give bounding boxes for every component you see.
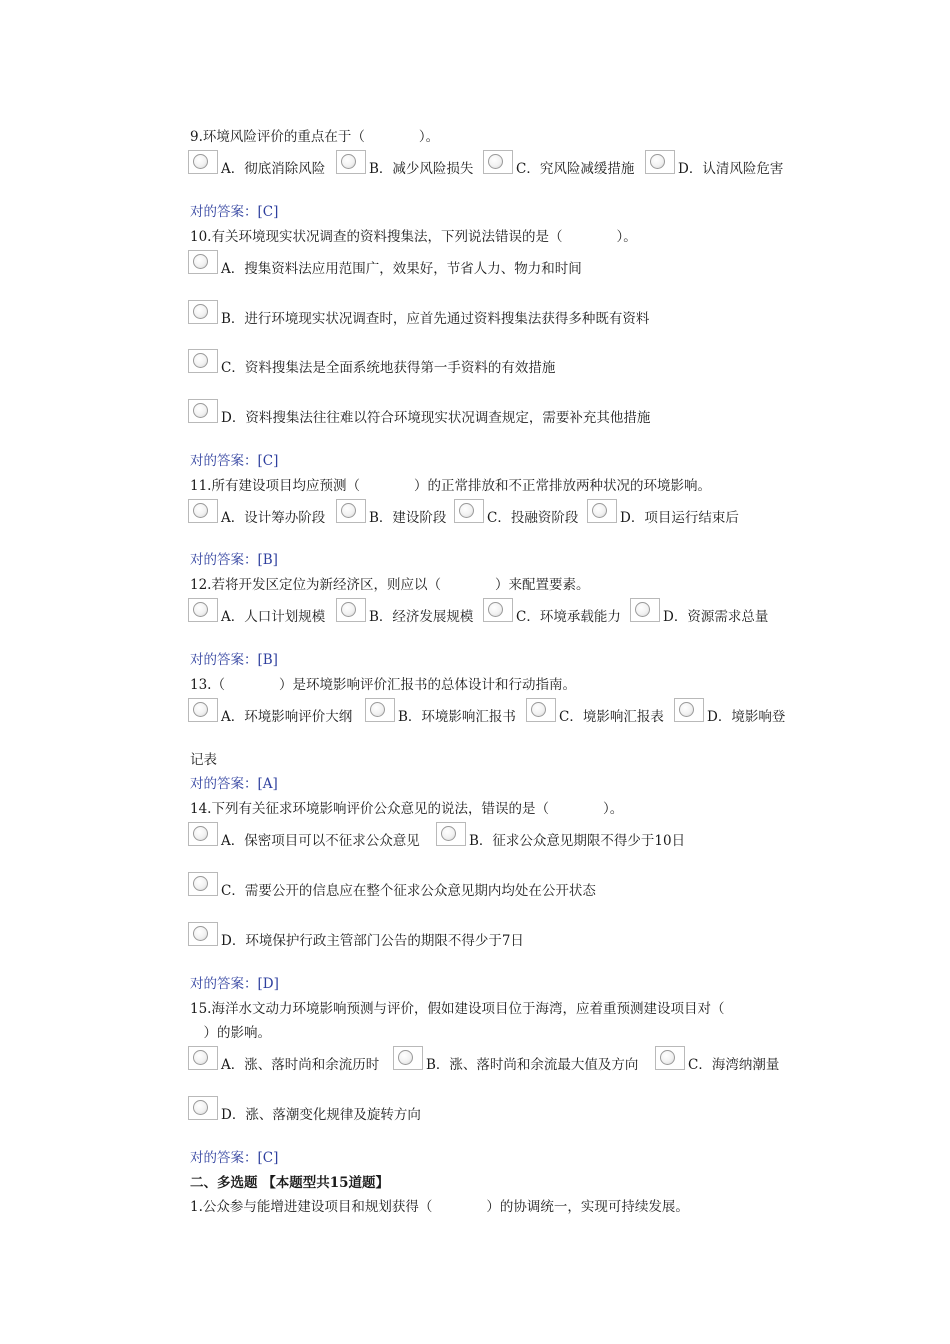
- radio-button[interactable]: [188, 349, 218, 373]
- option-label: C．需要公开的信息应在整个征求公众意见期内均处在公开状态: [221, 883, 596, 899]
- radio-button[interactable]: [188, 598, 218, 622]
- option-label: D．资源需求总量: [663, 609, 769, 625]
- radio-button[interactable]: [587, 499, 617, 523]
- radio-button[interactable]: [645, 150, 675, 174]
- radio-button[interactable]: [188, 1096, 218, 1120]
- option-label: C．资料搜集法是全面系统地获得第一手资料的有效措施: [221, 360, 556, 376]
- option-label: D．涨、落潮变化规律及旋转方向: [221, 1107, 421, 1123]
- option-label: B．建设阶段: [369, 510, 447, 526]
- radio-button[interactable]: [630, 598, 660, 622]
- radio-button[interactable]: [188, 922, 218, 946]
- option-label: A．保密项目可以不征求公众意见: [221, 833, 420, 849]
- option-label: C．境影响汇报表: [559, 709, 664, 725]
- radio-button[interactable]: [365, 698, 395, 722]
- option-label: D．环境保护行政主管部门公告的期限不得少于7日: [221, 933, 524, 949]
- radio-button[interactable]: [483, 598, 513, 622]
- option-label: D．境影响登: [707, 709, 786, 725]
- option-continuation: 记表: [190, 752, 217, 768]
- question-stem: 12.若将开发区定位为新经济区，则应以（ ）来配置要素。: [190, 577, 590, 593]
- option-label: A．设计筹办阶段: [221, 510, 326, 526]
- correct-answer: 对的答案：[C]: [190, 204, 279, 220]
- option-label: B．环境影响汇报书: [398, 709, 516, 725]
- radio-button[interactable]: [188, 499, 218, 523]
- question-stem: 14.下列有关征求环境影响评价公众意见的说法，错误的是（ ）。: [190, 801, 624, 817]
- radio-button[interactable]: [336, 150, 366, 174]
- radio-button[interactable]: [188, 698, 218, 722]
- radio-button[interactable]: [188, 250, 218, 274]
- radio-button[interactable]: [188, 399, 218, 423]
- correct-answer: 对的答案：[B]: [190, 552, 278, 568]
- radio-button[interactable]: [674, 698, 704, 722]
- radio-button[interactable]: [188, 872, 218, 896]
- option-label: A．彻底消除风险: [221, 161, 326, 177]
- option-label: D．资料搜集法往往难以符合环境现实状况调查规定，需要补充其他措施: [221, 410, 651, 426]
- option-label: B．经济发展规模: [369, 609, 474, 625]
- option-label: B．征求公众意见期限不得少于10日: [469, 833, 686, 849]
- question-stem-continued: ）的影响。: [190, 1025, 271, 1041]
- question-stem: 10.有关环境现实状况调查的资料搜集法，下列说法错误的是（ ）。: [190, 229, 637, 245]
- option-label: C．环境承载能力: [516, 609, 621, 625]
- option-label: B．减少风险损失: [369, 161, 474, 177]
- question-stem: 1.公众参与能增进建设项目和规划获得（ ）的协调统一，实现可持续发展。: [190, 1199, 689, 1215]
- radio-button[interactable]: [188, 150, 218, 174]
- option-label: D．项目运行结束后: [620, 510, 739, 526]
- correct-answer: 对的答案：[A]: [190, 776, 278, 792]
- option-label: A．人口计划规模: [221, 609, 326, 625]
- radio-button[interactable]: [393, 1046, 423, 1070]
- correct-answer: 对的答案：[C]: [190, 1150, 279, 1166]
- option-label: C．海湾纳潮量: [688, 1057, 780, 1073]
- radio-button[interactable]: [336, 499, 366, 523]
- radio-button[interactable]: [483, 150, 513, 174]
- radio-button[interactable]: [436, 822, 466, 846]
- option-label: B．涨、落时尚和余流最大值及方向: [426, 1057, 639, 1073]
- radio-button[interactable]: [454, 499, 484, 523]
- question-stem: 9.环境风险评价的重点在于（ ）。: [190, 129, 440, 145]
- question-stem: 13.（ ）是环境影响评价汇报书的总体设计和行动指南。: [190, 677, 576, 693]
- radio-button[interactable]: [336, 598, 366, 622]
- option-label: C．投融资阶段: [487, 510, 579, 526]
- correct-answer: 对的答案：[D]: [190, 976, 279, 992]
- option-label: D．认清风险危害: [678, 161, 784, 177]
- option-label: B．进行环境现实状况调查时，应首先通过资料搜集法获得多种既有资料: [221, 311, 650, 327]
- option-label: A．搜集资料法应用范围广，效果好，节省人力、物力和时间: [221, 261, 582, 277]
- question-stem: 11.所有建设项目均应预测（ ）的正常排放和不正常排放两种状况的环境影响。: [190, 478, 711, 494]
- option-label: C．究风险减缓措施: [516, 161, 635, 177]
- question-stem: 15.海洋水文动力环境影响预测与评价，假如建设项目位于海湾，应着重预测建设项目对（: [190, 1001, 725, 1017]
- radio-button[interactable]: [655, 1046, 685, 1070]
- radio-button[interactable]: [188, 300, 218, 324]
- correct-answer: 对的答案：[B]: [190, 652, 278, 668]
- option-label: A．环境影响评价大纲: [221, 709, 353, 725]
- section-heading: 二、多选题 【本题型共15道题】: [190, 1175, 389, 1191]
- radio-button[interactable]: [526, 698, 556, 722]
- correct-answer: 对的答案：[C]: [190, 453, 279, 469]
- radio-button[interactable]: [188, 1046, 218, 1070]
- radio-button[interactable]: [188, 822, 218, 846]
- option-label: A．涨、落时尚和余流历时: [221, 1057, 380, 1073]
